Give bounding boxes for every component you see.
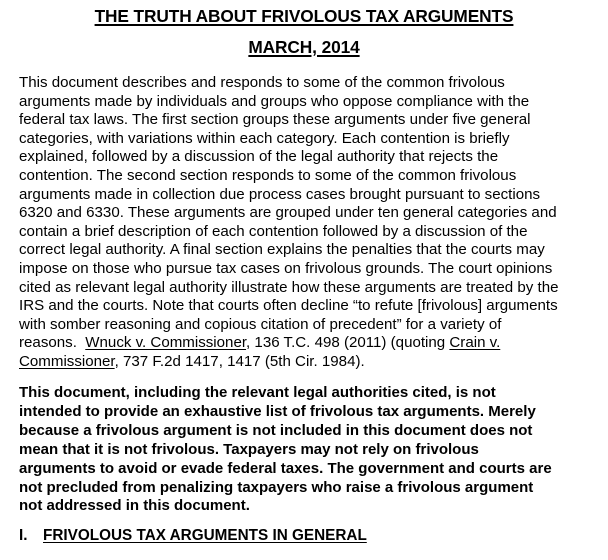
section-number: I. bbox=[19, 527, 28, 544]
intro-line: arguments made in collection due process cases brought pursuant to sections bbox=[19, 185, 541, 203]
intro-paragraph bbox=[19, 74, 599, 372]
section-heading bbox=[19, 527, 367, 545]
citation-line bbox=[19, 353, 599, 372]
disclaimer-line: because a frivolous argument is not included in this document does not bbox=[19, 421, 533, 439]
intro-line: categories, with variations within each category. Each contention is briefly bbox=[19, 129, 510, 147]
intro-line: with somber reasoning and copious citation of precedent” for a variety of bbox=[19, 315, 502, 333]
intro-line: IRS and the courts. Note that courts often decline “to refute [frivolous] arguments bbox=[19, 297, 558, 315]
document-title: THE TRUTH ABOUT FRIVOLOUS TAX ARGUMENTS bbox=[94, 6, 514, 26]
intro-line: cited as relevant legal authority illustrate how these arguments are treated by the bbox=[19, 278, 559, 296]
intro-line: arguments made by individuals and groups who oppose compliance with the bbox=[19, 92, 530, 110]
citation-suffix: , 737 F.2d 1417, 1417 (5th Cir. 1984). bbox=[114, 352, 365, 370]
case-name-wnuck: Wnuck v. Commissioner bbox=[85, 334, 247, 352]
intro-line: contain a brief description of each contention followed by a discussion of the bbox=[19, 222, 528, 240]
intro-line: impose on those who pursue tax cases on frivolous grounds. The court opinions bbox=[19, 259, 553, 277]
intro-line: 6320 and 6330. These arguments are grouped under ten general categories and bbox=[19, 204, 557, 222]
intro-line: This document describes and responds to some of the common frivolous bbox=[19, 74, 505, 91]
case-name-crain: Crain v. bbox=[449, 334, 501, 352]
disclaimer-line: arguments to avoid or evade federal taxes. The government and courts are bbox=[19, 459, 552, 477]
intro-line: correct legal authority. A final section explains the penalties that the courts may bbox=[19, 241, 545, 259]
citation-prefix: reasons. bbox=[19, 334, 86, 352]
intro-line: contention. The second section responds to some of the common frivolous bbox=[19, 166, 517, 184]
disclaimer-paragraph bbox=[19, 384, 599, 516]
section-title: FRIVOLOUS TAX ARGUMENTS IN GENERAL bbox=[43, 527, 367, 544]
citation-line bbox=[19, 334, 599, 353]
disclaimer-line: This document, including the relevant legal authorities cited, is not bbox=[19, 384, 496, 401]
disclaimer-line: mean that it is not frivolous. Taxpayers may not rely on frivolous bbox=[19, 440, 479, 458]
citation-middle: , 136 T.C. 498 (2011) (quoting bbox=[246, 334, 450, 352]
case-name-crain-cont: Commissioner bbox=[19, 352, 115, 370]
disclaimer-line: not precluded from penalizing taxpayers who raise a frivolous argument bbox=[19, 478, 534, 496]
disclaimer-line: not addressed in this document. bbox=[19, 497, 250, 515]
document-date: MARCH, 2014 bbox=[248, 37, 360, 57]
intro-line: federal tax laws. The first section groups these arguments under five general bbox=[19, 111, 531, 129]
disclaimer-line: intended to provide an exhaustive list of frivolous tax arguments. Merely bbox=[19, 402, 536, 420]
intro-line: explained, followed by a discussion of the legal authority that rejects the bbox=[19, 148, 499, 166]
